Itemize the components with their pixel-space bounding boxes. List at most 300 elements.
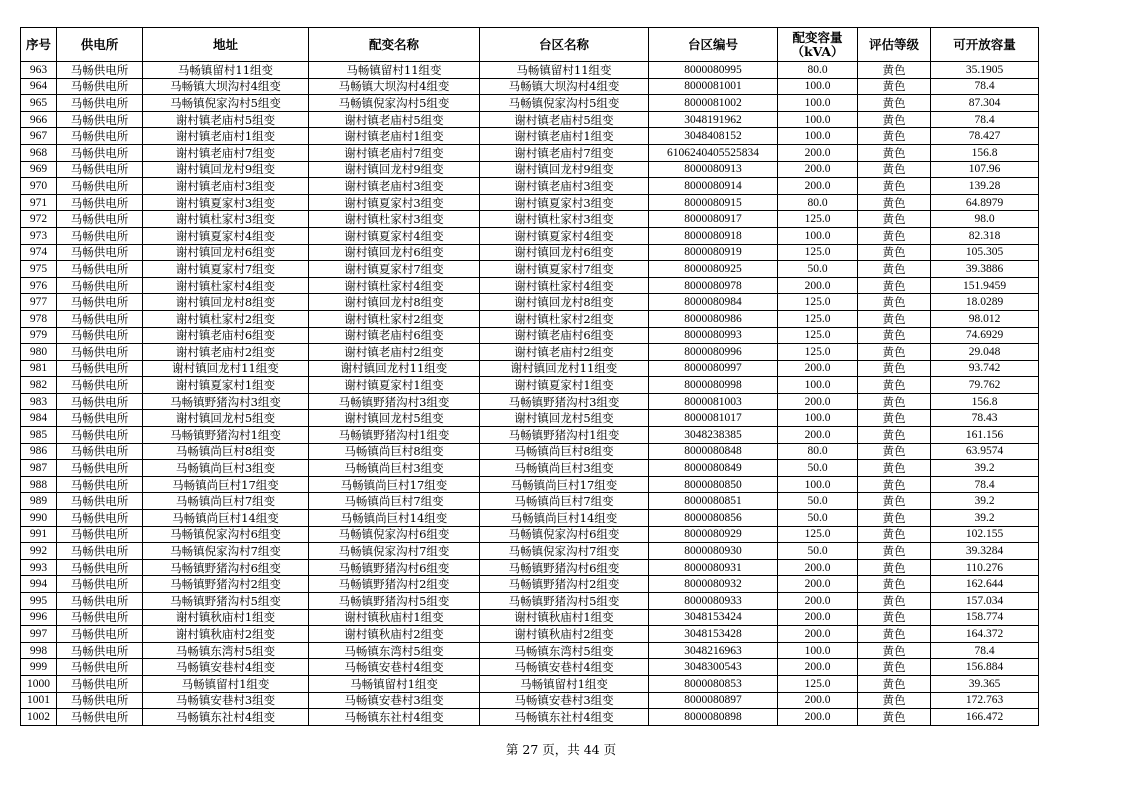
capacity-cell: 100.0 bbox=[778, 227, 858, 244]
transformer-name-cell: 马畅镇留村1组变 bbox=[309, 675, 480, 692]
capacity-cell: 100.0 bbox=[778, 410, 858, 427]
area-name-cell: 谢村镇老庙村7组变 bbox=[480, 144, 649, 161]
open-capacity-cell: 98.0 bbox=[931, 211, 1039, 228]
grade-cell: 黄色 bbox=[858, 593, 931, 610]
seq-cell: 999 bbox=[21, 659, 57, 676]
open-capacity-cell: 161.156 bbox=[931, 427, 1039, 444]
area-code-cell: 8000080917 bbox=[649, 211, 778, 228]
address-cell: 马畅镇东湾村5组变 bbox=[143, 642, 309, 659]
area-name-cell: 谢村镇秋庙村1组变 bbox=[480, 609, 649, 626]
transformer-name-cell: 马畅镇尚巨村17组变 bbox=[309, 476, 480, 493]
area-code-cell: 8000080853 bbox=[649, 675, 778, 692]
open-capacity-cell: 87.304 bbox=[931, 95, 1039, 112]
grade-cell: 黄色 bbox=[858, 128, 931, 145]
address-cell: 谢村镇杜家村2组变 bbox=[143, 310, 309, 327]
area-code-cell: 8000080898 bbox=[649, 709, 778, 726]
station-cell: 马畅供电所 bbox=[57, 211, 143, 228]
seq-cell: 984 bbox=[21, 410, 57, 427]
address-cell: 马畅镇野猪沟村1组变 bbox=[143, 427, 309, 444]
grade-cell: 黄色 bbox=[858, 510, 931, 527]
station-cell: 马畅供电所 bbox=[57, 294, 143, 311]
table-row bbox=[21, 393, 1039, 410]
capacity-cell: 200.0 bbox=[778, 609, 858, 626]
open-capacity-cell: 82.318 bbox=[931, 227, 1039, 244]
header-area-name: 台区名称 bbox=[480, 28, 649, 62]
area-name-cell: 谢村镇回龙村9组变 bbox=[480, 161, 649, 178]
area-name-cell: 马畅镇倪家沟村7组变 bbox=[480, 543, 649, 560]
area-name-cell: 马畅镇野猪沟村1组变 bbox=[480, 427, 649, 444]
open-capacity-cell: 78.4 bbox=[931, 642, 1039, 659]
grade-cell: 黄色 bbox=[858, 78, 931, 95]
station-cell: 马畅供电所 bbox=[57, 526, 143, 543]
transformer-name-cell: 马畅镇留村11组变 bbox=[309, 62, 480, 79]
capacity-cell: 100.0 bbox=[778, 111, 858, 128]
transformer-name-cell: 谢村镇回龙村5组变 bbox=[309, 410, 480, 427]
grade-cell: 黄色 bbox=[858, 95, 931, 112]
area-name-cell: 马畅镇留村1组变 bbox=[480, 675, 649, 692]
grade-cell: 黄色 bbox=[858, 626, 931, 643]
station-cell: 马畅供电所 bbox=[57, 576, 143, 593]
table-row bbox=[21, 410, 1039, 427]
transformer-name-cell: 马畅镇倪家沟村6组变 bbox=[309, 526, 480, 543]
transformer-name-cell: 马畅镇倪家沟村7组变 bbox=[309, 543, 480, 560]
open-capacity-cell: 110.276 bbox=[931, 559, 1039, 576]
table-row bbox=[21, 675, 1039, 692]
area-code-cell: 3048191962 bbox=[649, 111, 778, 128]
seq-cell: 981 bbox=[21, 360, 57, 377]
area-code-cell: 8000080993 bbox=[649, 327, 778, 344]
area-name-cell: 谢村镇老庙村5组变 bbox=[480, 111, 649, 128]
grade-cell: 黄色 bbox=[858, 161, 931, 178]
open-capacity-cell: 39.3886 bbox=[931, 261, 1039, 278]
address-cell: 谢村镇回龙村9组变 bbox=[143, 161, 309, 178]
area-name-cell: 马畅镇东湾村5组变 bbox=[480, 642, 649, 659]
seq-cell: 969 bbox=[21, 161, 57, 178]
capacity-cell: 100.0 bbox=[778, 128, 858, 145]
seq-cell: 988 bbox=[21, 476, 57, 493]
area-name-cell: 谢村镇夏家村1组变 bbox=[480, 377, 649, 394]
table-row bbox=[21, 692, 1039, 709]
capacity-cell: 200.0 bbox=[778, 161, 858, 178]
area-name-cell: 马畅镇安巷村3组变 bbox=[480, 692, 649, 709]
capacity-cell: 100.0 bbox=[778, 78, 858, 95]
capacity-cell: 50.0 bbox=[778, 493, 858, 510]
table-row bbox=[21, 510, 1039, 527]
area-code-cell: 8000080850 bbox=[649, 476, 778, 493]
open-capacity-cell: 105.305 bbox=[931, 244, 1039, 261]
open-capacity-cell: 64.8979 bbox=[931, 194, 1039, 211]
station-cell: 马畅供电所 bbox=[57, 344, 143, 361]
transformer-name-cell: 马畅镇安巷村4组变 bbox=[309, 659, 480, 676]
transformer-name-cell: 谢村镇回龙村9组变 bbox=[309, 161, 480, 178]
transformer-name-cell: 谢村镇老庙村7组变 bbox=[309, 144, 480, 161]
open-capacity-cell: 39.2 bbox=[931, 460, 1039, 477]
area-name-cell: 谢村镇夏家村3组变 bbox=[480, 194, 649, 211]
area-code-cell: 3048238385 bbox=[649, 427, 778, 444]
address-cell: 马畅镇尚巨村17组变 bbox=[143, 476, 309, 493]
station-cell: 马畅供电所 bbox=[57, 559, 143, 576]
transformer-name-cell: 谢村镇杜家村2组变 bbox=[309, 310, 480, 327]
transformer-name-cell: 谢村镇夏家村1组变 bbox=[309, 377, 480, 394]
grade-cell: 黄色 bbox=[858, 327, 931, 344]
address-cell: 马畅镇野猪沟村5组变 bbox=[143, 593, 309, 610]
table-row bbox=[21, 327, 1039, 344]
station-cell: 马畅供电所 bbox=[57, 161, 143, 178]
grade-cell: 黄色 bbox=[858, 692, 931, 709]
grade-cell: 黄色 bbox=[858, 294, 931, 311]
grade-cell: 黄色 bbox=[858, 460, 931, 477]
grade-cell: 黄色 bbox=[858, 111, 931, 128]
table-row bbox=[21, 526, 1039, 543]
station-cell: 马畅供电所 bbox=[57, 609, 143, 626]
transformer-name-cell: 马畅镇野猪沟村2组变 bbox=[309, 576, 480, 593]
transformer-name-cell: 马畅镇尚巨村3组变 bbox=[309, 460, 480, 477]
seq-cell: 968 bbox=[21, 144, 57, 161]
station-cell: 马畅供电所 bbox=[57, 310, 143, 327]
seq-cell: 967 bbox=[21, 128, 57, 145]
capacity-cell: 200.0 bbox=[778, 360, 858, 377]
open-capacity-cell: 151.9459 bbox=[931, 277, 1039, 294]
open-capacity-cell: 35.1905 bbox=[931, 62, 1039, 79]
table-row bbox=[21, 593, 1039, 610]
open-capacity-cell: 78.4 bbox=[931, 476, 1039, 493]
station-cell: 马畅供电所 bbox=[57, 510, 143, 527]
header-open-capacity: 可开放容量 bbox=[931, 28, 1039, 62]
transformer-name-cell: 谢村镇杜家村4组变 bbox=[309, 277, 480, 294]
transformer-name-cell: 马畅镇安巷村3组变 bbox=[309, 692, 480, 709]
open-capacity-cell: 156.8 bbox=[931, 144, 1039, 161]
open-capacity-cell: 29.048 bbox=[931, 344, 1039, 361]
open-capacity-cell: 39.365 bbox=[931, 675, 1039, 692]
transformer-name-cell: 马畅镇尚巨村14组变 bbox=[309, 510, 480, 527]
station-cell: 马畅供电所 bbox=[57, 111, 143, 128]
area-name-cell: 马畅镇尚巨村3组变 bbox=[480, 460, 649, 477]
grade-cell: 黄色 bbox=[858, 642, 931, 659]
seq-cell: 971 bbox=[21, 194, 57, 211]
seq-cell: 997 bbox=[21, 626, 57, 643]
station-cell: 马畅供电所 bbox=[57, 377, 143, 394]
area-code-cell: 8000080914 bbox=[649, 178, 778, 195]
open-capacity-cell: 39.3284 bbox=[931, 543, 1039, 560]
address-cell: 马畅镇倪家沟村5组变 bbox=[143, 95, 309, 112]
transformer-name-cell: 谢村镇夏家村4组变 bbox=[309, 227, 480, 244]
header-area-code: 台区编号 bbox=[649, 28, 778, 62]
header-grade: 评估等级 bbox=[858, 28, 931, 62]
capacity-cell: 125.0 bbox=[778, 294, 858, 311]
address-cell: 马畅镇野猪沟村2组变 bbox=[143, 576, 309, 593]
grade-cell: 黄色 bbox=[858, 675, 931, 692]
table-row bbox=[21, 626, 1039, 643]
open-capacity-cell: 39.2 bbox=[931, 510, 1039, 527]
area-code-cell: 8000080930 bbox=[649, 543, 778, 560]
table-row bbox=[21, 659, 1039, 676]
transformer-name-cell: 谢村镇秋庙村1组变 bbox=[309, 609, 480, 626]
address-cell: 谢村镇杜家村3组变 bbox=[143, 211, 309, 228]
area-code-cell: 8000080978 bbox=[649, 277, 778, 294]
grade-cell: 黄色 bbox=[858, 261, 931, 278]
area-name-cell: 马畅镇留村11组变 bbox=[480, 62, 649, 79]
area-name-cell: 马畅镇尚巨村8组变 bbox=[480, 443, 649, 460]
address-cell: 谢村镇秋庙村2组变 bbox=[143, 626, 309, 643]
seq-cell: 990 bbox=[21, 510, 57, 527]
table-row bbox=[21, 95, 1039, 112]
seq-cell: 985 bbox=[21, 427, 57, 444]
area-code-cell: 6106240405525834 bbox=[649, 144, 778, 161]
area-name-cell: 马畅镇尚巨村7组变 bbox=[480, 493, 649, 510]
seq-cell: 970 bbox=[21, 178, 57, 195]
area-code-cell: 8000080995 bbox=[649, 62, 778, 79]
station-cell: 马畅供电所 bbox=[57, 178, 143, 195]
capacity-cell: 200.0 bbox=[778, 593, 858, 610]
seq-cell: 972 bbox=[21, 211, 57, 228]
table-row bbox=[21, 443, 1039, 460]
seq-cell: 977 bbox=[21, 294, 57, 311]
area-code-cell: 8000080851 bbox=[649, 493, 778, 510]
transformer-name-cell: 谢村镇回龙村6组变 bbox=[309, 244, 480, 261]
seq-cell: 1000 bbox=[21, 675, 57, 692]
grade-cell: 黄色 bbox=[858, 659, 931, 676]
station-cell: 马畅供电所 bbox=[57, 675, 143, 692]
area-name-cell: 谢村镇老庙村3组变 bbox=[480, 178, 649, 195]
grade-cell: 黄色 bbox=[858, 310, 931, 327]
address-cell: 马畅镇安巷村3组变 bbox=[143, 692, 309, 709]
area-name-cell: 谢村镇老庙村6组变 bbox=[480, 327, 649, 344]
seq-cell: 966 bbox=[21, 111, 57, 128]
capacity-cell: 50.0 bbox=[778, 510, 858, 527]
capacity-cell: 200.0 bbox=[778, 393, 858, 410]
area-code-cell: 8000080932 bbox=[649, 576, 778, 593]
capacity-cell: 125.0 bbox=[778, 310, 858, 327]
table-row bbox=[21, 111, 1039, 128]
transformer-name-cell: 谢村镇老庙村3组变 bbox=[309, 178, 480, 195]
open-capacity-cell: 164.372 bbox=[931, 626, 1039, 643]
capacity-cell: 200.0 bbox=[778, 709, 858, 726]
capacity-cell: 80.0 bbox=[778, 194, 858, 211]
transformer-name-cell: 谢村镇回龙村11组变 bbox=[309, 360, 480, 377]
station-cell: 马畅供电所 bbox=[57, 244, 143, 261]
table-row bbox=[21, 609, 1039, 626]
seq-cell: 963 bbox=[21, 62, 57, 79]
station-cell: 马畅供电所 bbox=[57, 692, 143, 709]
station-cell: 马畅供电所 bbox=[57, 709, 143, 726]
grade-cell: 黄色 bbox=[858, 360, 931, 377]
area-code-cell: 8000080913 bbox=[649, 161, 778, 178]
address-cell: 马畅镇野猪沟村6组变 bbox=[143, 559, 309, 576]
table-row bbox=[21, 211, 1039, 228]
area-code-cell: 8000080933 bbox=[649, 593, 778, 610]
station-cell: 马畅供电所 bbox=[57, 194, 143, 211]
area-code-cell: 8000080929 bbox=[649, 526, 778, 543]
area-name-cell: 谢村镇杜家村4组变 bbox=[480, 277, 649, 294]
capacity-cell: 125.0 bbox=[778, 344, 858, 361]
header-station: 供电所 bbox=[57, 28, 143, 62]
table-row bbox=[21, 144, 1039, 161]
address-cell: 马畅镇尚巨村3组变 bbox=[143, 460, 309, 477]
area-name-cell: 马畅镇倪家沟村5组变 bbox=[480, 95, 649, 112]
table-row bbox=[21, 576, 1039, 593]
transformer-name-cell: 马畅镇野猪沟村3组变 bbox=[309, 393, 480, 410]
table-row bbox=[21, 294, 1039, 311]
open-capacity-cell: 162.644 bbox=[931, 576, 1039, 593]
capacity-cell: 200.0 bbox=[778, 626, 858, 643]
table-row bbox=[21, 344, 1039, 361]
address-cell: 谢村镇老庙村7组变 bbox=[143, 144, 309, 161]
area-code-cell: 8000080986 bbox=[649, 310, 778, 327]
area-code-cell: 8000080984 bbox=[649, 294, 778, 311]
table-row bbox=[21, 128, 1039, 145]
capacity-cell: 200.0 bbox=[778, 659, 858, 676]
transformer-name-cell: 马畅镇倪家沟村5组变 bbox=[309, 95, 480, 112]
station-cell: 马畅供电所 bbox=[57, 360, 143, 377]
area-code-cell: 8000080931 bbox=[649, 559, 778, 576]
station-cell: 马畅供电所 bbox=[57, 410, 143, 427]
transformer-name-cell: 谢村镇老庙村2组变 bbox=[309, 344, 480, 361]
seq-cell: 987 bbox=[21, 460, 57, 477]
transformer-name-cell: 谢村镇夏家村7组变 bbox=[309, 261, 480, 278]
area-code-cell: 3048153428 bbox=[649, 626, 778, 643]
area-name-cell: 谢村镇夏家村4组变 bbox=[480, 227, 649, 244]
seq-cell: 975 bbox=[21, 261, 57, 278]
area-code-cell: 8000081003 bbox=[649, 393, 778, 410]
table-row bbox=[21, 244, 1039, 261]
seq-cell: 978 bbox=[21, 310, 57, 327]
capacity-cell: 50.0 bbox=[778, 261, 858, 278]
capacity-cell: 80.0 bbox=[778, 62, 858, 79]
capacity-cell: 50.0 bbox=[778, 460, 858, 477]
seq-cell: 993 bbox=[21, 559, 57, 576]
area-name-cell: 谢村镇老庙村2组变 bbox=[480, 344, 649, 361]
address-cell: 谢村镇秋庙村1组变 bbox=[143, 609, 309, 626]
grade-cell: 黄色 bbox=[858, 393, 931, 410]
station-cell: 马畅供电所 bbox=[57, 128, 143, 145]
transformer-name-cell: 马畅镇野猪沟村1组变 bbox=[309, 427, 480, 444]
address-cell: 马畅镇倪家沟村7组变 bbox=[143, 543, 309, 560]
grade-cell: 黄色 bbox=[858, 194, 931, 211]
open-capacity-cell: 74.6929 bbox=[931, 327, 1039, 344]
table-row bbox=[21, 460, 1039, 477]
area-code-cell: 3048153424 bbox=[649, 609, 778, 626]
open-capacity-cell: 172.763 bbox=[931, 692, 1039, 709]
area-code-cell: 3048216963 bbox=[649, 642, 778, 659]
table-row bbox=[21, 377, 1039, 394]
transformer-name-cell: 谢村镇夏家村3组变 bbox=[309, 194, 480, 211]
transformer-name-cell: 马畅镇野猪沟村6组变 bbox=[309, 559, 480, 576]
seq-cell: 976 bbox=[21, 277, 57, 294]
address-cell: 马畅镇倪家沟村6组变 bbox=[143, 526, 309, 543]
open-capacity-cell: 93.742 bbox=[931, 360, 1039, 377]
table-row bbox=[21, 261, 1039, 278]
address-cell: 马畅镇东社村4组变 bbox=[143, 709, 309, 726]
table-row bbox=[21, 427, 1039, 444]
station-cell: 马畅供电所 bbox=[57, 78, 143, 95]
station-cell: 马畅供电所 bbox=[57, 659, 143, 676]
area-name-cell: 马畅镇尚巨村17组变 bbox=[480, 476, 649, 493]
area-code-cell: 8000080856 bbox=[649, 510, 778, 527]
capacity-cell: 200.0 bbox=[778, 692, 858, 709]
grade-cell: 黄色 bbox=[858, 211, 931, 228]
seq-cell: 980 bbox=[21, 344, 57, 361]
address-cell: 谢村镇老庙村5组变 bbox=[143, 111, 309, 128]
area-code-cell: 8000081002 bbox=[649, 95, 778, 112]
seq-cell: 965 bbox=[21, 95, 57, 112]
address-cell: 谢村镇夏家村4组变 bbox=[143, 227, 309, 244]
capacity-cell: 200.0 bbox=[778, 144, 858, 161]
area-code-cell: 3048408152 bbox=[649, 128, 778, 145]
seq-cell: 991 bbox=[21, 526, 57, 543]
area-code-cell: 8000080996 bbox=[649, 344, 778, 361]
grade-cell: 黄色 bbox=[858, 144, 931, 161]
address-cell: 马畅镇安巷村4组变 bbox=[143, 659, 309, 676]
seq-cell: 986 bbox=[21, 443, 57, 460]
grade-cell: 黄色 bbox=[858, 443, 931, 460]
open-capacity-cell: 102.155 bbox=[931, 526, 1039, 543]
grade-cell: 黄色 bbox=[858, 709, 931, 726]
table-row bbox=[21, 476, 1039, 493]
transformer-name-cell: 马畅镇尚巨村7组变 bbox=[309, 493, 480, 510]
station-cell: 马畅供电所 bbox=[57, 144, 143, 161]
table-row bbox=[21, 62, 1039, 79]
grade-cell: 黄色 bbox=[858, 410, 931, 427]
station-cell: 马畅供电所 bbox=[57, 227, 143, 244]
area-name-cell: 马畅镇尚巨村14组变 bbox=[480, 510, 649, 527]
area-code-cell: 8000081017 bbox=[649, 410, 778, 427]
grade-cell: 黄色 bbox=[858, 244, 931, 261]
seq-cell: 998 bbox=[21, 642, 57, 659]
capacity-cell: 125.0 bbox=[778, 244, 858, 261]
grade-cell: 黄色 bbox=[858, 178, 931, 195]
grade-cell: 黄色 bbox=[858, 344, 931, 361]
open-capacity-cell: 79.762 bbox=[931, 377, 1039, 394]
station-cell: 马畅供电所 bbox=[57, 95, 143, 112]
area-code-cell: 8000081001 bbox=[649, 78, 778, 95]
area-name-cell: 马畅镇野猪沟村2组变 bbox=[480, 576, 649, 593]
open-capacity-cell: 78.427 bbox=[931, 128, 1039, 145]
transformer-name-cell: 谢村镇老庙村6组变 bbox=[309, 327, 480, 344]
table-row bbox=[21, 559, 1039, 576]
transformer-name-cell: 马畅镇尚巨村8组变 bbox=[309, 443, 480, 460]
station-cell: 马畅供电所 bbox=[57, 642, 143, 659]
station-cell: 马畅供电所 bbox=[57, 460, 143, 477]
station-cell: 马畅供电所 bbox=[57, 493, 143, 510]
address-cell: 马畅镇尚巨村8组变 bbox=[143, 443, 309, 460]
open-capacity-cell: 98.012 bbox=[931, 310, 1039, 327]
page-footer: 第 27 页，共 44 页 bbox=[505, 742, 617, 757]
open-capacity-cell: 156.8 bbox=[931, 393, 1039, 410]
seq-cell: 964 bbox=[21, 78, 57, 95]
capacity-cell: 100.0 bbox=[778, 642, 858, 659]
area-code-cell: 8000080918 bbox=[649, 227, 778, 244]
seq-cell: 1001 bbox=[21, 692, 57, 709]
area-name-cell: 谢村镇老庙村1组变 bbox=[480, 128, 649, 145]
address-cell: 谢村镇老庙村3组变 bbox=[143, 178, 309, 195]
grade-cell: 黄色 bbox=[858, 609, 931, 626]
open-capacity-cell: 157.034 bbox=[931, 593, 1039, 610]
address-cell: 马畅镇野猪沟村3组变 bbox=[143, 393, 309, 410]
area-name-cell: 谢村镇杜家村2组变 bbox=[480, 310, 649, 327]
table-row bbox=[21, 543, 1039, 560]
area-name-cell: 谢村镇杜家村3组变 bbox=[480, 211, 649, 228]
address-cell: 谢村镇夏家村7组变 bbox=[143, 261, 309, 278]
grade-cell: 黄色 bbox=[858, 377, 931, 394]
table-row bbox=[21, 227, 1039, 244]
address-cell: 马畅镇留村11组变 bbox=[143, 62, 309, 79]
area-name-cell: 马畅镇野猪沟村3组变 bbox=[480, 393, 649, 410]
capacity-cell: 50.0 bbox=[778, 543, 858, 560]
grade-cell: 黄色 bbox=[858, 526, 931, 543]
area-code-cell: 8000080848 bbox=[649, 443, 778, 460]
area-code-cell: 8000080849 bbox=[649, 460, 778, 477]
grade-cell: 黄色 bbox=[858, 227, 931, 244]
